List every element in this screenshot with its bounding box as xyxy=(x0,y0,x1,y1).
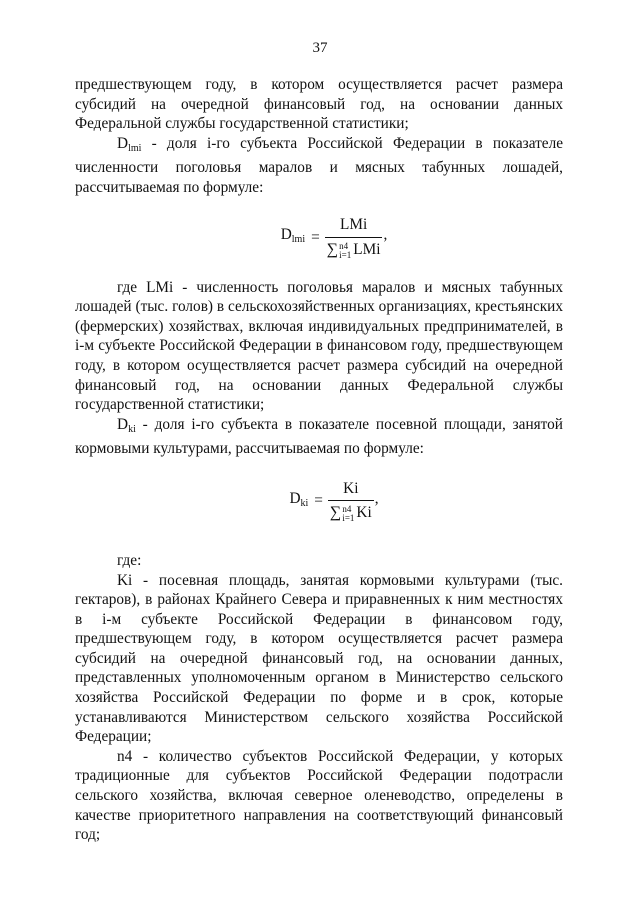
sum-limits: n4 i=1 xyxy=(342,504,355,524)
formula-fraction xyxy=(325,215,383,259)
paragraph-dki-definition: $D_{ki}$ - доля i-го субъекта в показателе посевной площади, занятой кормовыми культурами, рассчитываемая по формуле: xyxy=(75,415,563,458)
formula-numerator: Ki xyxy=(343,479,359,497)
formula-numerator: LMi xyxy=(340,216,368,234)
body-text xyxy=(75,75,563,845)
paragraph-where: где: xyxy=(117,551,142,569)
page-number: 37 xyxy=(312,40,328,56)
formula-lhs: $D_{ki}$ xyxy=(289,489,309,509)
paragraph-lmi-definition: где LMi - численность поголовья маралов и мясных табунных лошадей (тыс. голов) в сельскохозяйственных организациях, крестьянских (фермерских) хозяйствах, включая индивидуальных предпринимателей, в i-м субъекте Российской Федерации в финансовом году, предшествующем году, в котором осуществляется расчет размера субсидий на очередной финансовый год, на основании данных Федеральной службы государственной статистики; xyxy=(75,278,563,414)
formula-lhs: $D_{lmi}$ xyxy=(280,226,306,246)
paragraph-ki-definition: Ki - посевная площадь, занятая кормовыми культурами (тыс. гектаров), в районах Крайнего Севера и приравненных к ним местностях в i-м субъекте Российской Федерации в финансовом году, предшествующем году, в котором осуществляется расчет размера субсидий на очередной финансовый год, на основании данных, представленных уполномоченным органом в Министерство сельского хозяйства Российской Федерации по форме и в срок, которые устанавливаются Министерством сельского хозяйства Российской Федерации; xyxy=(75,571,563,746)
formula-dki: $D_{ki}$ = Ki ∑ n4 i=1 Ki , xyxy=(289,479,379,524)
symbol-dlmi: $D_{lmi}$ xyxy=(117,134,142,154)
sum-symbol: ∑ xyxy=(329,504,342,522)
formula-dlmi: $D_{lmi}$ = LMi ∑ n4 i=1 LMi , xyxy=(280,216,388,260)
sum-limits: n4 i=1 xyxy=(339,240,352,260)
symbol-dki: $D_{ki}$ xyxy=(117,415,136,435)
formula-equals: = xyxy=(314,492,323,510)
sum-symbol: ∑ xyxy=(326,241,339,259)
paragraph-continuation: предшествующем году, в котором осуществляется расчет размера субсидий на очередной финансовый год, на основании данных Федеральной службы государственной статистики; xyxy=(75,76,563,133)
formula-equals: = xyxy=(311,228,320,246)
paragraph-n4-definition: n4 - количество субъектов Российской Федерации, у которых традиционные для субъектов Российской Федерации подотрасли сельского хозяйства, включая северное оленеводство, определены в качестве приоритетного направления на соответствующий финансовый год; xyxy=(75,747,563,844)
paragraph-dlmi-definition: $D_{lmi}$ - доля i-го субъекта Российской Федерации в показателе численности поголовья маралов и мясных табунных лошадей, рассчитываемая по формуле: xyxy=(75,134,563,196)
formula-denominator: ∑ n4 i=1 LMi xyxy=(325,237,383,260)
formula-denominator: ∑ n4 i=1 Ki xyxy=(328,500,374,523)
formula-fraction xyxy=(328,479,374,523)
